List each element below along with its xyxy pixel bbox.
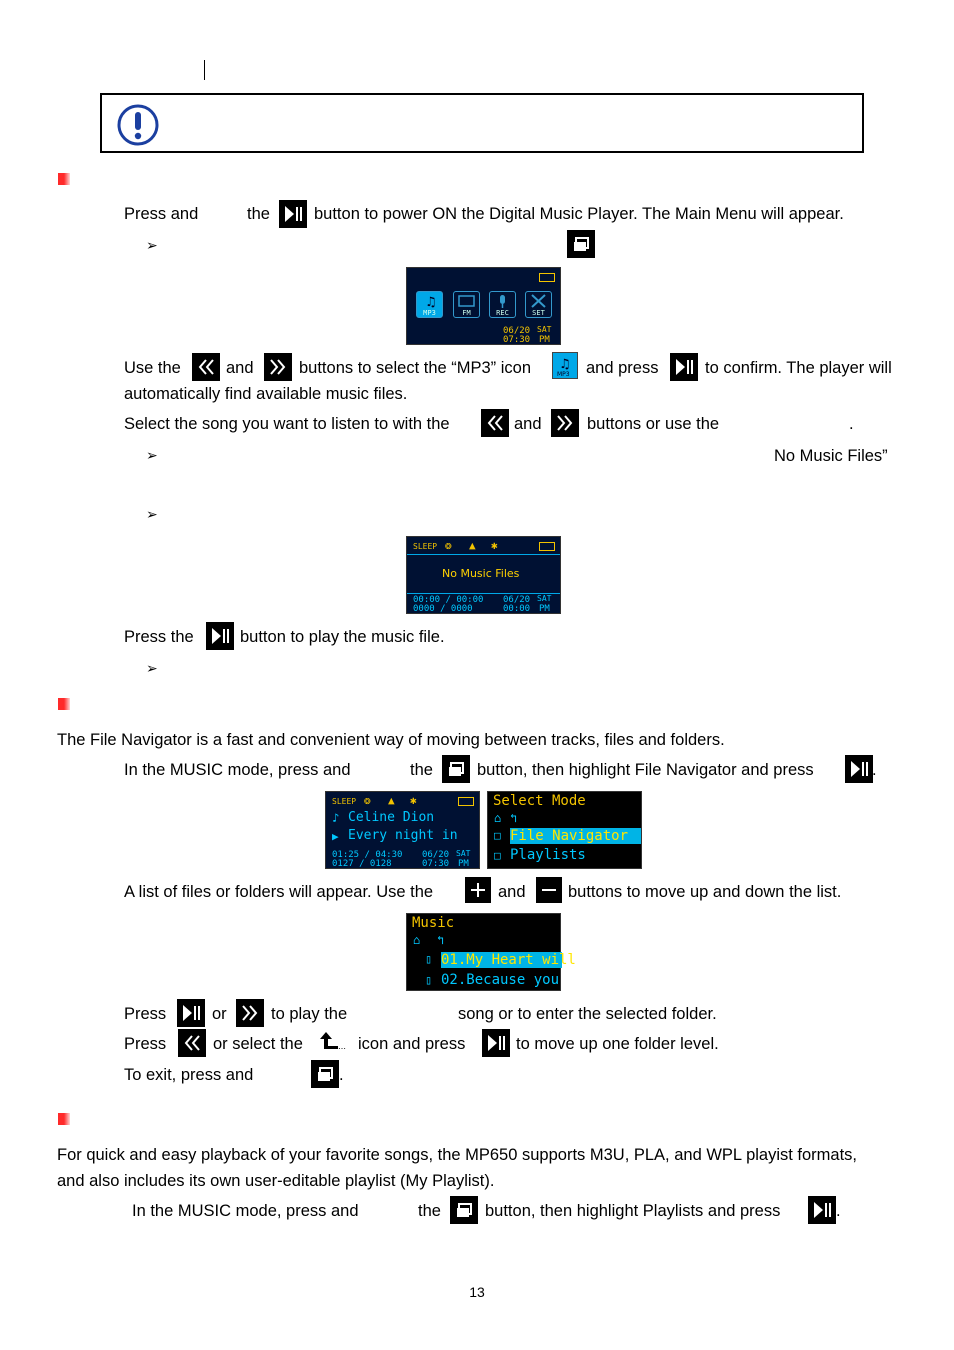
svg-text:♫: ♫ — [559, 357, 571, 372]
play-pause-icon — [206, 622, 234, 650]
time-readout: 07:30 — [503, 335, 531, 345]
mp3-icon — [552, 352, 578, 379]
step-text: to confirm. The player will — [705, 359, 892, 377]
next-icon — [551, 409, 579, 437]
step-text: To exit, press and — [124, 1066, 254, 1084]
next-icon — [264, 353, 292, 381]
step-text: to move up one folder level. — [516, 1035, 719, 1053]
step-text: the — [247, 205, 270, 223]
tile-label: MP3 — [423, 309, 436, 317]
exclamation-icon — [116, 103, 160, 152]
tree-icon: □ — [494, 829, 501, 842]
battery-icon — [458, 797, 474, 806]
step-text: button to play the music file. — [240, 628, 445, 646]
select-mode-screen — [487, 791, 642, 869]
next-icon — [236, 999, 264, 1027]
play-pause-icon — [808, 1196, 836, 1224]
music-list-screen — [406, 913, 576, 991]
now-playing-screen — [325, 791, 480, 869]
bullet-arrow: ➢ — [146, 238, 158, 254]
step-text: the — [410, 761, 433, 779]
sleep-indicator: SLEEP — [413, 542, 438, 551]
ampm-readout: PM — [458, 859, 469, 869]
owl-icon: ❂ — [364, 794, 371, 807]
step-text: . — [339, 1066, 344, 1084]
step-text: In the MUSIC mode, press and — [132, 1202, 359, 1220]
step-text: A list of files or folders will appear. Use the — [124, 883, 434, 901]
ampm-readout: PM — [539, 604, 550, 614]
file-list-item: 01.My Heart will — [441, 952, 576, 968]
fm-tile — [453, 291, 480, 318]
menu-button-icon — [450, 1196, 478, 1224]
previous-icon — [481, 409, 509, 437]
artist-name: Celine Dion — [348, 810, 435, 825]
svg-text:…: … — [338, 1042, 346, 1051]
section-marker — [58, 173, 70, 185]
file-list-item: 02.Because you — [441, 972, 560, 988]
battery-icon — [539, 273, 555, 282]
step-text: buttons or use the — [587, 415, 720, 433]
tile-label: FM — [462, 309, 471, 317]
step-text: button, then highlight Playlists and press — [485, 1202, 781, 1220]
step-text: Select the song you want to listen to with the — [124, 415, 450, 433]
step-text: song or to enter the selected folder. — [458, 1005, 717, 1023]
count-readout: 0127 / 0128 — [332, 859, 392, 869]
date-readout: 06/20 — [422, 850, 450, 860]
step-text: to play the — [271, 1005, 348, 1023]
playlists-option: Playlists — [510, 847, 586, 863]
note-box — [100, 93, 864, 153]
up-folder-icon — [318, 1030, 350, 1057]
previous-icon — [192, 353, 220, 381]
file-icon: ▯ — [425, 973, 433, 987]
sleep-indicator: SLEEP — [332, 797, 357, 806]
select-mode-header: Select Mode — [493, 793, 586, 809]
play-state-icon: ▶ — [332, 830, 339, 843]
no-music-screen — [406, 536, 561, 614]
date-readout: 06/20 — [503, 595, 531, 605]
step-text: the — [418, 1202, 441, 1220]
step-text: Press and — [124, 205, 199, 223]
battery-icon — [539, 542, 555, 551]
file-navigator-option: File Navigator — [510, 828, 641, 844]
artist-icon: ♪ — [332, 811, 340, 825]
file-icon: ▯ — [425, 952, 433, 966]
ampm-readout: PM — [539, 335, 550, 345]
day-readout: SAT — [537, 594, 552, 603]
folder-icon: ⌂ — [413, 933, 421, 947]
step-text: Press — [124, 1035, 167, 1053]
section-marker — [58, 698, 70, 710]
step-text: . — [849, 415, 854, 433]
bullet-arrow: ➢ — [146, 448, 158, 464]
step-text: Press the — [124, 628, 194, 646]
menu-button-icon — [311, 1060, 339, 1088]
eq-icon: ▲ — [469, 539, 476, 552]
step-text: automatically find available music files. — [124, 385, 408, 403]
step-text: buttons to move up and down the list. — [568, 883, 842, 901]
step-text: and — [514, 415, 542, 433]
eq-icon: ▲ — [388, 794, 395, 807]
repeat-icon: ✱ — [491, 539, 498, 552]
play-pause-icon — [177, 999, 205, 1027]
plus-icon — [465, 877, 491, 903]
play-pause-icon — [482, 1029, 510, 1057]
up-folder-icon: ↰ — [437, 933, 445, 947]
section-marker — [58, 1113, 70, 1125]
bullet-arrow: ➢ — [146, 507, 158, 523]
rec-tile — [489, 291, 516, 318]
folder-icon: ⌂ — [494, 811, 502, 825]
day-readout: SAT — [537, 325, 552, 334]
svg-text:MP3: MP3 — [557, 371, 570, 378]
set-tile — [525, 291, 552, 318]
date-readout: 06/20 — [503, 326, 531, 336]
tile-label: REC — [496, 309, 509, 317]
up-folder-icon: ↰ — [510, 811, 518, 825]
step-text: or select the — [213, 1035, 303, 1053]
play-pause-icon — [279, 200, 307, 228]
time-readout: 07:30 — [422, 859, 450, 869]
step-text: buttons to select the “MP3” icon — [299, 359, 532, 377]
playlist-intro: For quick and easy playback of your favorite songs, the MP650 supports M3U, PLA, and WPL playist formats, — [57, 1146, 858, 1164]
step-text: In the MUSIC mode, press and — [124, 761, 351, 779]
step-text: button, then highlight File Navigator and press — [477, 761, 814, 779]
tile-label: SET — [532, 309, 545, 317]
play-pause-icon — [845, 755, 873, 783]
menu-button-icon — [567, 230, 595, 258]
svg-text:♫: ♫ — [425, 295, 437, 310]
step-text: . — [836, 1202, 841, 1220]
music-header: Music — [412, 915, 455, 931]
step-text: Press — [124, 1005, 167, 1023]
lcd-divider — [407, 554, 560, 555]
count-readout: 0000 / 0000 — [413, 604, 473, 614]
file-navigator-intro: The File Navigator is a fast and convenient way of moving between tracks, files and folders. — [57, 731, 725, 749]
no-music-message: No Music Files — [442, 567, 520, 580]
playlist-intro: and also includes its own user-editable playlist (My Playlist). — [57, 1172, 495, 1190]
menu-button-icon — [442, 755, 470, 783]
bullet-arrow: ➢ — [146, 661, 158, 677]
main-menu-screen — [406, 267, 561, 345]
repeat-icon: ✱ — [410, 794, 417, 807]
previous-icon — [178, 1029, 206, 1057]
time-readout: 00:00 — [503, 604, 531, 614]
step-text: icon and press — [358, 1035, 466, 1053]
step-text: button to power ON the Digital Music Player. The Main Menu will appear. — [314, 205, 844, 223]
elapsed-readout: 01:25 / 04:30 — [332, 850, 403, 860]
tree-icon: □ — [494, 849, 501, 862]
owl-icon: ❂ — [445, 539, 452, 552]
elapsed-readout: 00:00 / 00:00 — [413, 595, 484, 605]
step-text: and press — [586, 359, 659, 377]
day-readout: SAT — [456, 849, 471, 858]
minus-icon — [536, 877, 562, 903]
track-title: Every night in — [348, 828, 458, 843]
step-text: and — [226, 359, 254, 377]
no-music-text: No Music Files” — [774, 447, 888, 465]
text-cursor-bar — [204, 60, 205, 80]
page-number: 13 — [469, 1284, 485, 1300]
step-text: or — [212, 1005, 227, 1023]
mp3-tile — [416, 291, 443, 318]
step-text: Use the — [124, 359, 181, 377]
step-text: . — [872, 761, 877, 779]
step-text: and — [498, 883, 526, 901]
play-pause-icon — [670, 353, 698, 381]
